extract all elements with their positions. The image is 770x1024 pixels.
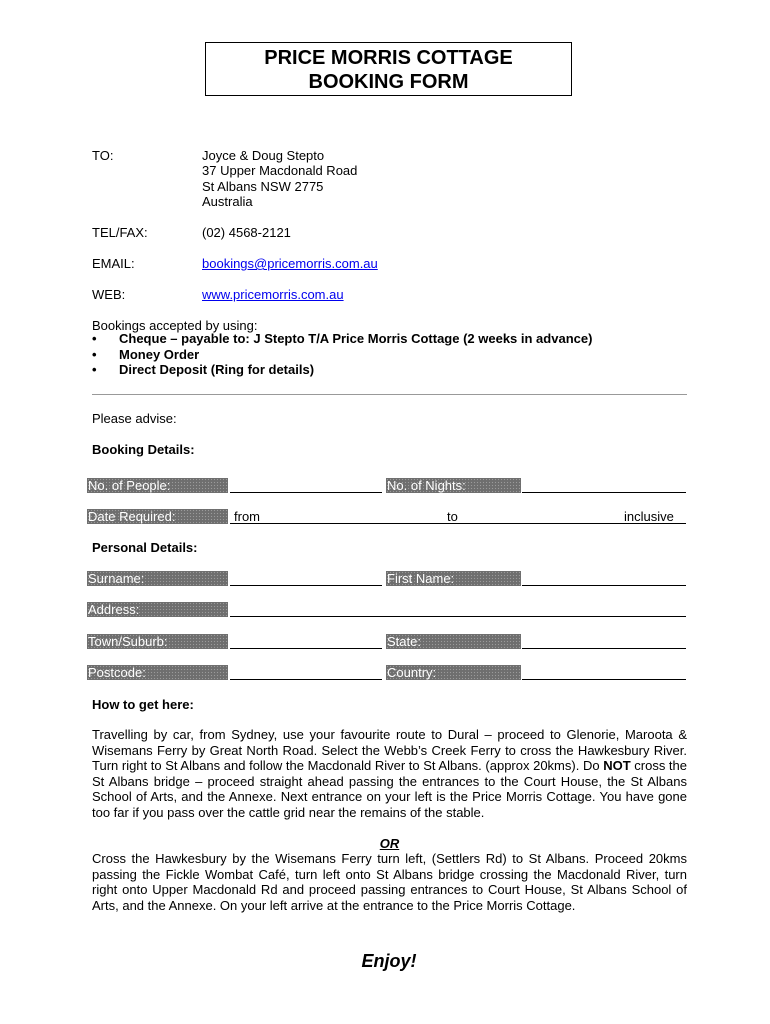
payment-method-label: Cheque – payable to: J Stepto T/A Price Morris Cottage (2 weeks in advance)	[119, 331, 593, 346]
payment-method-cheque	[92, 331, 592, 347]
address-field[interactable]	[230, 602, 686, 617]
payment-method-money-order	[92, 347, 592, 363]
payment-intro: Bookings accepted by using:	[92, 318, 258, 333]
email-link[interactable]: bookings@pricemorris.com.au	[202, 256, 378, 271]
country-label: Country:	[386, 665, 521, 680]
payment-method-label: Direct Deposit (Ring for details)	[119, 362, 315, 377]
nights-label: No. of Nights:	[386, 478, 521, 493]
to-line-country: Australia	[202, 194, 253, 209]
firstname-label: First Name:	[386, 571, 521, 586]
state-field[interactable]	[522, 634, 686, 649]
directions-emphasis: NOT	[603, 758, 631, 774]
tel-value: (02) 4568-2121	[202, 225, 291, 240]
to-label: TO:	[92, 148, 114, 163]
directions-text: Travelling by car, from Sydney, use your favourite route to Dural – proceed to Glenorie, Maroota & Wisemans Ferry by Great North Road. Select the Webb’s Creek Ferry to cross the Hawkesbury River. Turn right to St Albans and follow the Macdonald River to St Albans. (approx 20kms). Do	[92, 727, 687, 774]
state-label: State:	[386, 634, 521, 649]
bullet-icon: •	[92, 346, 97, 362]
date-field[interactable]	[230, 509, 686, 524]
section-divider	[92, 394, 687, 395]
firstname-field[interactable]	[522, 571, 686, 586]
web-label: WEB:	[92, 287, 126, 302]
form-title	[205, 42, 572, 96]
to-line-town: St Albans NSW 2775	[202, 179, 324, 194]
town-field[interactable]	[230, 634, 382, 649]
town-label: Town/Suburb:	[87, 634, 228, 649]
address-label: Address:	[87, 602, 228, 617]
tel-label: TEL/FAX:	[92, 225, 148, 240]
bullet-icon: •	[92, 331, 97, 346]
surname-field[interactable]	[230, 571, 382, 586]
directions-paragraph-2: Cross the Hawkesbury by the Wisemans Ferry turn left, (Settlers Rd) to St Albans. Proceed 20kms passing the Fickle Wombat Café, turn left onto St Albans bridge crossing the Macdonald River, turn right onto Upper Macdonald Rd and proceed passing entrances to Court House, St Albans School of Arts, and the Annexe. On your left arrive at the entrance to the Price Morris Cottage.	[92, 851, 687, 913]
email-label: EMAIL:	[92, 256, 135, 271]
date-inclusive-text: inclusive	[624, 509, 674, 524]
directions-or: OR	[379, 836, 400, 851]
payment-method-label: Money Order	[119, 346, 200, 362]
date-to-text: to	[447, 509, 458, 524]
postcode-field[interactable]	[230, 665, 382, 680]
payment-methods-list	[92, 331, 592, 378]
postcode-label: Postcode:	[87, 665, 228, 680]
date-label: Date Required:	[87, 509, 228, 524]
closing-text: Enjoy!	[361, 951, 417, 971]
personal-details-heading: Personal Details:	[92, 540, 198, 555]
date-from-text: from	[234, 509, 260, 524]
to-line-street: 37 Upper Macdonald Road	[202, 163, 358, 178]
please-advise: Please advise:	[92, 411, 177, 426]
booking-details-heading: Booking Details:	[92, 442, 195, 457]
directions-text: cross the St Albans bridge – proceed straight ahead passing the entrances to the Court House, the St Albans School of Arts, and the Annexe. Next entrance on your left is the Price Morris Cottage. You have gone too far if you pass over the cattle grid near the remains of the stable.	[92, 758, 688, 820]
surname-label: Surname:	[87, 571, 228, 586]
payment-method-direct-deposit	[92, 362, 592, 378]
people-field[interactable]	[230, 478, 382, 493]
directions-paragraph-1	[92, 727, 687, 821]
nights-field[interactable]	[522, 478, 686, 493]
title-line-2: BOOKING FORM	[308, 71, 469, 93]
web-link[interactable]: www.pricemorris.com.au	[202, 287, 344, 302]
country-field[interactable]	[522, 665, 686, 680]
title-line-1: PRICE MORRIS COTTAGE	[264, 47, 513, 69]
bullet-icon: •	[92, 362, 97, 377]
to-line-name: Joyce & Doug Stepto	[202, 148, 325, 163]
people-label: No. of People:	[87, 478, 228, 493]
directions-heading: How to get here:	[92, 697, 194, 712]
